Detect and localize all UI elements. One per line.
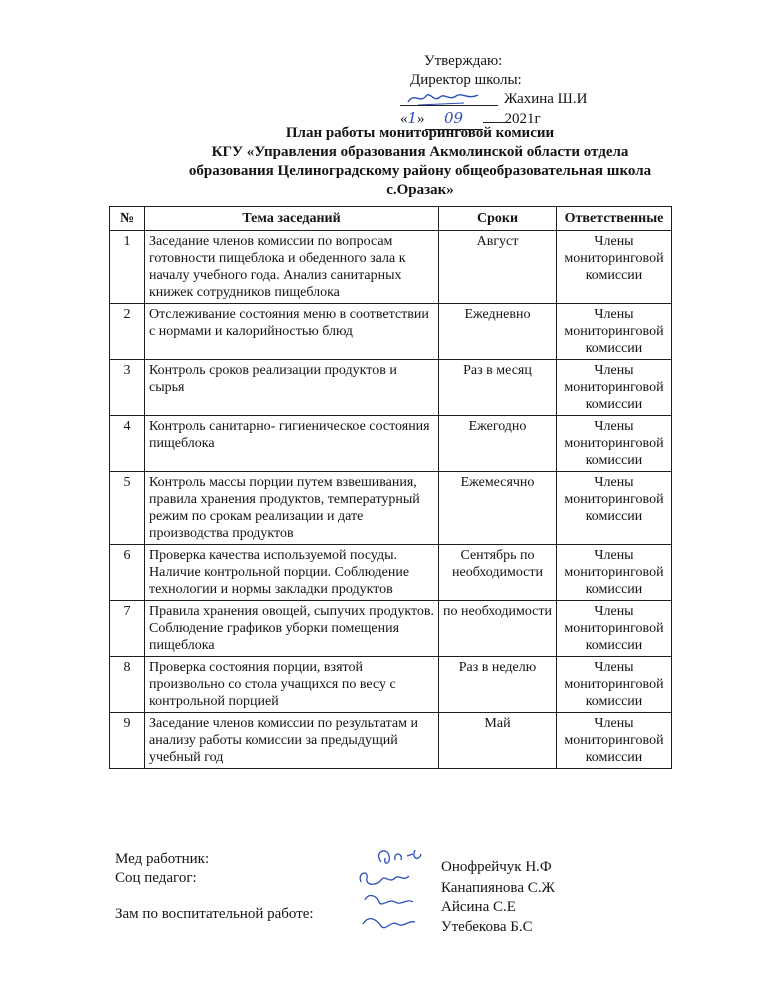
table-row: 8 Проверка состояния порции, взятой произвольно со стола учащихся по весу с контрольной порцией Раз в неделю Члены мониторинговой комиссии (110, 657, 672, 713)
header-term: Сроки (439, 207, 557, 231)
signatories-block (115, 842, 675, 962)
table-row: 7 Правила хранения овощей, сыпучих продуктов. Соблюдение графиков уборки помещения пищеблока по необходимости Члены мониторинговой комиссии (110, 601, 672, 657)
table-row: 4 Контроль санитарно- гигиеническое состояния пищеблока Ежегодно Члены мониторинговой комиссии (110, 416, 672, 472)
signatory-name: Утебекова Б.С (441, 919, 533, 935)
table-row: 6 Проверка качества используемой посуды. Наличие контрольной порции. Соблюдение технологии и нормы закладки продуктов Сентябрь по необходимости Члены мониторинговой комиссии (110, 545, 672, 601)
approval-block (400, 52, 600, 128)
header-topic: Тема заседаний (145, 207, 439, 231)
table-header-row (110, 207, 672, 231)
table-row: 5 Контроль массы порции путем взвешивания, правила хранения продуктов, температурный режим по срокам реализации и дате производства продуктов Ежемесячно Члены мониторинговой комиссии (110, 472, 672, 545)
director-signature-line (400, 90, 600, 109)
table-row: 9 Заседание членов комиссии по результатам и анализу работы комиссии за предыдущий учебный год Май Члены мониторинговой комиссии (110, 713, 672, 769)
header-responsible: Ответственные (557, 207, 672, 231)
med-worker-label: Мед работник: (115, 851, 210, 867)
social-teacher-label: Соц педагог: (115, 870, 197, 886)
table-row: 3 Контроль сроков реализации продуктов и сырья Раз в месяц Члены мониторинговой комиссии (110, 360, 672, 416)
signatories-signatures (355, 842, 437, 938)
signatory-name: Айсина С.Е (441, 899, 516, 915)
director-name: Жахина Ш.И (504, 91, 588, 107)
plan-table (109, 206, 672, 769)
approval-date: «1» 09 2021г (400, 109, 600, 128)
date-year: 2021г (504, 111, 541, 127)
table-row: 2 Отслеживание состояния меню в соответствии с нормами и калорийностью блюд Ежедневно Члены мониторинговой комиссии (110, 304, 672, 360)
signature-underline (400, 105, 498, 106)
table-row: 1 Заседание членов комиссии по вопросам готовности пищеблока и обеденного зала к началу учебного года. Анализ санитарных книжек сотрудников пищеблока Август Члены мониторинговой комиссии (110, 231, 672, 304)
signatory-name: Канапиянова С.Ж (441, 880, 555, 896)
director-title: Директор школы: (410, 72, 522, 88)
date-month: 09 (444, 109, 464, 127)
approve-heading: Утверждаю: (424, 53, 503, 69)
signatory-name: Онофрейчук Н.Ф (441, 859, 552, 875)
date-day: 1 (407, 109, 418, 127)
deputy-label: Зам по воспитательной работе: (115, 906, 314, 922)
header-number: № (110, 207, 145, 231)
document-title: План работы мониторинговой комисии КГУ «Управления образования Акмолинской области отдела образования Целиноградскому району общеобразовательная школа с.Оразак» (188, 125, 652, 198)
